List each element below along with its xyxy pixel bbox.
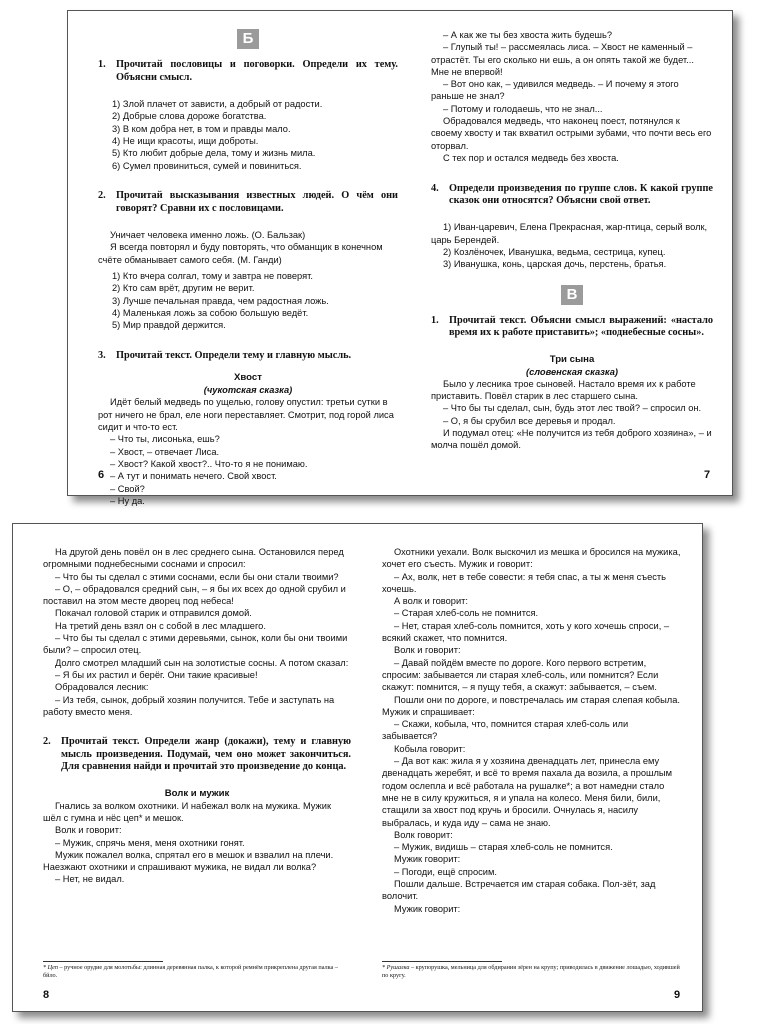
story-line: – А как же ты без хвоста жить будешь?	[443, 30, 612, 40]
story-line: – О, я бы срубил все деревья и продал.	[443, 415, 616, 426]
task-2-b	[43, 736, 351, 773]
list-item: 5) Мир правдой держится.	[112, 320, 226, 331]
story-line: – Да вот как: жила я у хозяина двенадцать лет, принесла ему двенадцать жеребят, и всё то время пахала да возила, а прошлым годом ослепла и всё работала на рушалке*; а вот намедни стало мне не в силу кружиться, я и упала на колесо. Меня били, били, стащили за хвост под кручь и бросили. Очнулась я, насилу выбралась, и куда иду – сама не знаю.	[382, 756, 672, 828]
page-7-column	[431, 29, 713, 477]
story-line: – Потому и голодаешь, что не знал...	[443, 103, 603, 114]
section-badge-b: Б	[237, 29, 259, 49]
story-line: Охотники уехали. Волк выскочил из мешка и бросился на мужика, хочет его съесть. Мужик и говорит:	[382, 547, 681, 570]
story-line: Гнались за волком охотники. И набежал волк на мужика. Мужик шёл с гумна и нёс цеп* и мешок.	[43, 800, 332, 823]
task-4	[431, 183, 713, 208]
story-line: – Что бы ты сделал, сын, будь этот лес твой? – спросил он.	[443, 403, 702, 414]
story-line: Обрадовался медведь, что наконец поест, потянулся к своему хвосту и так вхватил острыми зубами, что почти весь его оторвал.	[431, 116, 712, 151]
task-instruction: Определи произведения по группе слов. К какой группе сказок они относятся? Объясни свой ответ.	[449, 182, 713, 206]
task-instruction: Прочитай пословицы и поговорки. Определи их тему. Объясни смысл.	[116, 59, 398, 83]
story-line: – Ах, волк, нет в тебе совести: я тебя спас, а ты ж меня съесть хочешь.	[382, 571, 666, 594]
story-line: На другой день повёл он в лес среднего сына. Остановился перед огромными поднебесными соснами и спросил:	[43, 547, 344, 570]
list-item: 2) Кто сам врёт, другим не верит.	[112, 283, 255, 294]
quote-balzac: Уничает человека именно ложь. (О. Бальзак)	[110, 230, 306, 241]
story-line: На третий день взял он с собой в лес младшего.	[55, 620, 266, 631]
list-item: 1) Злой плачет от зависти, а добрый от радости.	[112, 99, 323, 110]
story-line: – О, – обрадовался средний сын, – я бы их всех до одной срубил и поставил на этом месте дворец под небеса!	[43, 583, 346, 607]
dialog-line: – Свой?	[110, 483, 145, 494]
footnote-rushalka	[382, 957, 683, 979]
list-item: 5) Кто любит добрые дела, тому и жизнь мила.	[112, 148, 316, 159]
list-item: 4) Маленькая ложь за собою большую ведёт.	[112, 307, 309, 318]
proverbs-list	[98, 98, 398, 172]
list-item: 3) Иванушка, конь, царская дочь, перстень, братья.	[443, 259, 667, 270]
list-item: 6) Сумел провиниться, сумей и повиниться.	[112, 160, 302, 171]
book-spread-pages-8-9	[12, 523, 703, 1012]
story-subtitle: (словенская сказка)	[525, 366, 618, 377]
story-line: Было у лесника трое сыновей. Настало время их к работе приставить. Повёл старик в лес старшего сына.	[431, 378, 696, 402]
task-1	[98, 59, 398, 84]
task-3	[98, 350, 398, 362]
story-line: Долго смотрел младший сын на золотистые сосны. А потом сказал:	[55, 657, 349, 668]
task-number: 3.	[98, 349, 106, 361]
story-line: – Из тебя, сынок, добрый хозяин получится. Тебе и заступать на работу вместо меня.	[43, 694, 335, 717]
list-item: 2) Козлёночек, Иванушка, ведьма, сестрица, купец.	[443, 247, 666, 258]
story-line: Обрадовался лесник:	[55, 682, 149, 693]
task-number: 1.	[431, 314, 439, 326]
story-line: А волк и говорит:	[394, 596, 469, 607]
task-number: 1.	[98, 59, 106, 71]
story-line: – Глупый ты! – рассмеялась лиса. – Хвост не каменный – отрастёт. Ты его сколько ни ешь, а он опять такой же будет... Мне не впервой!	[431, 42, 694, 77]
page-number-7: 7	[704, 469, 711, 481]
story-line: – Что бы ты сделал с этими соснами, если бы они стали твоими?	[55, 571, 339, 582]
story-line: Пошли дальше. Встречается им старая собака. Пол-зёт, зад волочит.	[382, 879, 656, 902]
footnote-text	[382, 964, 683, 979]
list-item: 1) Кто вчера солгал, тому и завтра не поверят.	[112, 271, 313, 282]
sayings-list	[98, 270, 398, 331]
page-9-column	[382, 546, 683, 978]
story-line: – Я бы их растил и берёг. Они такие красивые!	[55, 669, 258, 680]
story-paragraph: Идёт белый медведь по ущелью, голову опустил: третьи сутки в рот ничего не брал, еле ноги переставляет. Смотрит, под горой лиса сидит и что-то ест.	[98, 397, 394, 433]
story-line: Мужик говорит:	[394, 903, 461, 914]
dialog-line: – А тут и понимать нечего. Свой хвост.	[110, 471, 277, 482]
list-item: 1) Иван-царевич, Елена Прекрасная, жар-птица, серый волк, царь Берендей.	[431, 222, 708, 245]
story-line: Мужик говорит:	[394, 854, 461, 865]
task-1-v	[431, 315, 713, 340]
story-line: – Вот оно как, – удивился медведь. – И почему я этого раньше не знал?	[431, 79, 679, 102]
page-8-column	[43, 546, 351, 978]
story-line: И подумал отец: «Не получится из тебя доброго хозяина», – и молча пошёл домой.	[431, 428, 712, 451]
story-line: Волк и говорит:	[394, 645, 461, 656]
story-title: Волк и мужик	[164, 787, 230, 799]
list-item: 2) Добрые слова дороже богатства.	[112, 111, 267, 122]
footnote-definition: – ручное орудие для молотьбы: длинная деревянная палка, к которой ремнём прикреплена другая палка – бйло.	[43, 964, 338, 979]
story-line: Волк говорит:	[394, 829, 453, 840]
dialog-line: – Хвост, – отвечает Лиса.	[110, 446, 220, 457]
task-number: 2.	[98, 190, 106, 202]
footnote-rule	[382, 961, 502, 962]
story-line: – Скажи, кобыла, что, помнится старая хлеб-соль или забывается?	[382, 719, 629, 742]
dialog-line: – Хвост? Какой хвост?.. Что-то я не понимаю.	[110, 458, 308, 469]
story-title: Хвост	[234, 372, 262, 384]
task-instruction: Прочитай текст. Объясни смысл выражений: «настало время их к работе приставить»; «поднебесные сосны».	[449, 314, 713, 339]
task-instruction: Прочитай текст. Определи тему и главную мысль.	[116, 349, 352, 361]
task-number: 2.	[43, 736, 51, 748]
story-line: Пошли они по дороге, и повстречалась им старая слепая кобыла. Мужик и спрашивает:	[382, 694, 680, 717]
list-item: 3) Лучше печальная правда, чем радостная ложь.	[112, 295, 329, 306]
story-line: Покачал головой старик и отправился домой.	[55, 608, 252, 619]
story-line: Мужик пожалел волка, спрятал его в мешок и взвалил на плечи. Наезжают охотники и спрашивают мужика, не видал ли волка?	[43, 849, 334, 873]
story-line: – Что бы ты сделал с этими деревьями, сынок, коли бы они твоими были? – спросил отец.	[43, 633, 348, 656]
dialog-line: – Что ты, лисонька, ешь?	[110, 434, 220, 445]
story-line: – Старая хлеб-соль не помнится.	[394, 608, 539, 619]
task-2	[98, 190, 398, 215]
quote-gandhi: Я всегда повторял и буду повторять, что обманщик в конечном счёте обманывает самого себя. (М. Ганди)	[98, 242, 383, 265]
story-line: – Мужик, видишь – старая хлеб-соль не помнится.	[394, 842, 613, 853]
list-item: 4) Не ищи красоты, ищи доброты.	[112, 136, 259, 147]
footnote-tsep	[43, 957, 351, 979]
story-line: – Погоди, ещё спросим.	[394, 866, 497, 877]
footnote-term: * Цеп	[43, 964, 58, 971]
page-number-8: 8	[43, 989, 50, 1001]
section-badge-v: В	[561, 285, 583, 305]
task-instruction: Прочитай текст. Определи жанр (докажи), тему и главную мысль произведения. Подумай, чем оно может закончиться. Для сравнения найди и прочитай это произведение до конца.	[61, 736, 351, 773]
task-instruction: Прочитай высказывания известных людей. О чём они говорят? Сравни их с пословицами.	[116, 190, 398, 214]
story-line: Волк и говорит:	[55, 825, 122, 836]
story-line: – Нет, старая хлеб-соль помнится, хоть у кого хочешь спроси, – всякий скажет, что помнится.	[382, 620, 670, 644]
dialog-line: – Ну да.	[110, 495, 145, 506]
story-line: – Мужик, спрячь меня, меня охотники гонят.	[55, 837, 245, 848]
story-title: Три сына	[549, 353, 595, 365]
page-6-column	[98, 29, 398, 506]
footnote-rule	[43, 961, 163, 962]
footnote-text	[43, 964, 351, 979]
book-spread-pages-6-7	[67, 10, 733, 506]
story-line: С тех пор и остался медведь без хвоста.	[443, 152, 619, 163]
footnote-definition: – крупорушка, мельница для обдирания зёрен на крупу; приводилась в движение лошадью, ходившей по кругу.	[382, 964, 680, 979]
list-item: 3) В ком добра нет, в том и правды мало.	[112, 123, 291, 134]
story-line: – Нет, не видал.	[55, 874, 125, 885]
story-subtitle: (чукотская сказка)	[203, 385, 293, 396]
task-number: 4.	[431, 182, 439, 194]
story-line: – Давай пойдём вместе по дороге. Кого первого встретим, спросим: забывается ли старая хлеб-соль, или помнится? Если скажут: помнится, – я пущу тебя, а скажут: забывается, – съем.	[382, 657, 659, 693]
footnote-term: * Рушалка	[382, 964, 410, 971]
page-number-6: 6	[98, 469, 105, 481]
story-line: Кобыла говорит:	[394, 743, 466, 754]
page-number-9: 9	[674, 989, 681, 1001]
